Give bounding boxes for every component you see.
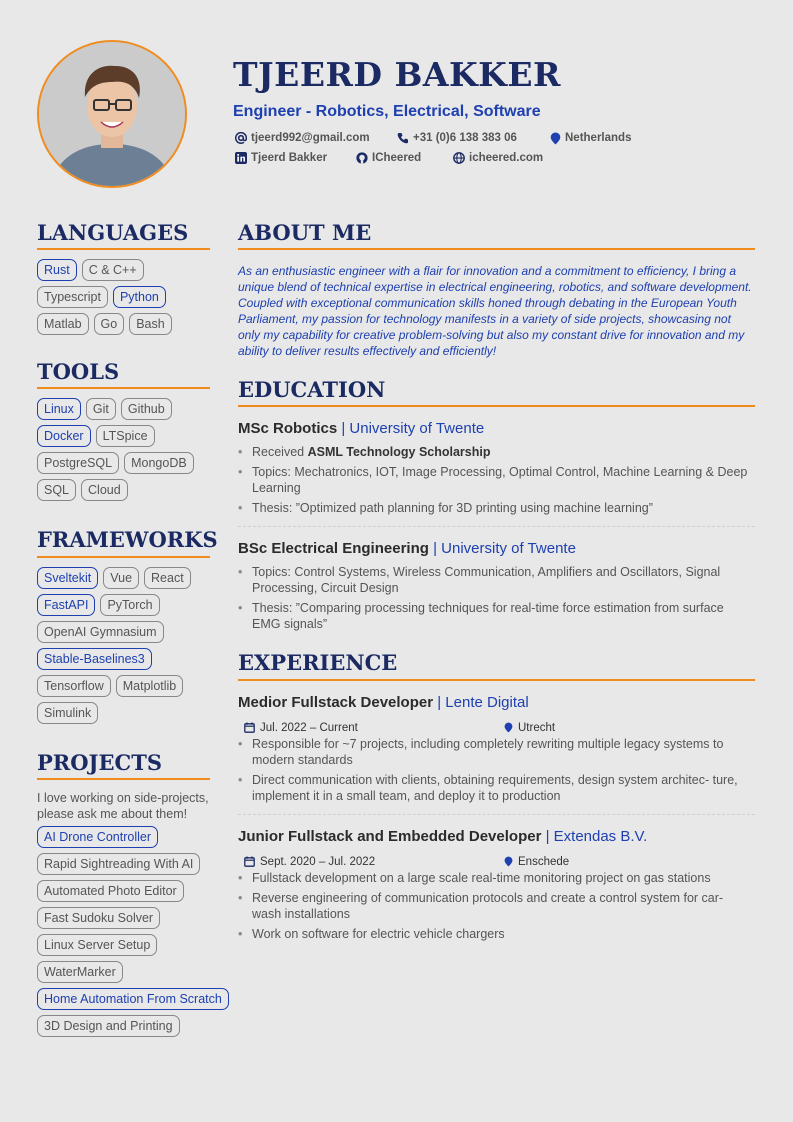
github-contact[interactable] xyxy=(356,152,453,164)
date-range xyxy=(238,856,504,868)
linkedin-icon xyxy=(235,152,247,164)
date-text: Jul. 2022 – Current xyxy=(260,721,358,734)
framework-tag: Tensorflow xyxy=(37,675,111,697)
tools-heading: TOOLS xyxy=(37,359,210,389)
institution-name: | University of Twente xyxy=(433,540,576,558)
github-icon xyxy=(356,152,368,164)
frameworks-heading: FRAMEWORKS xyxy=(37,527,210,557)
degree-name: MSc Robotics xyxy=(238,420,338,438)
about-heading: ABOUT ME xyxy=(238,220,755,250)
linkedin-contact[interactable] xyxy=(235,152,356,164)
project-tag: Linux Server Setup xyxy=(37,934,157,956)
role-name: Junior Fullstack and Embedded Developer xyxy=(238,827,542,845)
entry-divider xyxy=(238,814,755,815)
languages-tags xyxy=(37,259,210,335)
project-tag: WaterMarker xyxy=(37,961,123,983)
frameworks-tags xyxy=(37,567,210,724)
job-location xyxy=(504,856,569,868)
phone-contact[interactable] xyxy=(397,132,550,144)
language-tag: Rust xyxy=(37,259,77,281)
calendar-icon xyxy=(244,856,255,867)
globe-icon xyxy=(453,152,465,164)
tool-tag: Git xyxy=(86,398,116,420)
contact-info xyxy=(235,128,631,168)
education-heading: EDUCATION xyxy=(238,377,755,407)
frameworks-section xyxy=(37,527,218,723)
project-tag: Automated Photo Editor xyxy=(37,880,184,902)
education-list xyxy=(238,420,755,632)
framework-tag: Simulink xyxy=(37,702,98,724)
languages-heading: LANGUAGES xyxy=(37,220,210,250)
bullet-bold-text: ASML Technology Scholarship xyxy=(307,445,491,460)
project-tag: Rapid Sightreading With AI xyxy=(37,853,200,875)
job-location xyxy=(504,722,555,734)
location-text: Netherlands xyxy=(565,132,632,144)
bullet-item xyxy=(238,464,755,496)
projects-intro: I love working on side-projects, please ask me about them! xyxy=(37,790,209,821)
bullet-item xyxy=(238,564,755,596)
role-name: Medior Fullstack Developer xyxy=(238,693,434,711)
company-name: | Lente Digital xyxy=(437,693,529,711)
framework-tag: OpenAI Gymnasium xyxy=(37,621,164,643)
languages-section xyxy=(37,220,210,335)
linkedin-text: Tjeerd Bakker xyxy=(251,152,328,164)
calendar-icon xyxy=(244,722,255,733)
tools-tags xyxy=(37,398,210,501)
bullet-item: • Direct communication with clients, obtaining requirements, design system architec- ture, implement it in a small team, and deploy it to production xyxy=(238,772,755,804)
bullet-item: • Reverse engineering of communication protocols and create a control system for car- wash installations xyxy=(238,890,755,922)
location-contact xyxy=(550,132,631,145)
map-pin-icon xyxy=(504,722,513,733)
tool-tag: Cloud xyxy=(81,479,128,501)
company-name: | Extendas B.V. xyxy=(545,827,648,845)
entry-divider xyxy=(238,526,755,527)
bullet-text: Topics: Mechatronics, IOT, Image Processing, Optimal Control, Machine Learning & Deep Learning xyxy=(252,465,748,496)
education-bullets xyxy=(238,564,755,632)
education-entry-title xyxy=(238,420,755,437)
tool-tag: PostgreSQL xyxy=(37,452,119,474)
experience-bullets xyxy=(238,736,755,804)
project-tag: 3D Design and Printing xyxy=(37,1015,180,1037)
education-bullets xyxy=(238,444,755,516)
framework-tag: Matplotlib xyxy=(116,675,184,697)
bullet-item xyxy=(238,444,755,460)
bullet-item: • Fullstack development on a large scale real-time monitoring project on gas stations xyxy=(238,870,755,886)
at-icon xyxy=(235,132,247,144)
job-subtitle: Engineer - Robotics, Electrical, Software xyxy=(233,103,541,120)
framework-tag: PyTorch xyxy=(100,594,159,616)
date-text: Sept. 2020 – Jul. 2022 xyxy=(260,855,376,868)
bullet-item xyxy=(238,500,755,516)
experience-meta xyxy=(238,721,755,735)
tool-tag: Docker xyxy=(37,425,91,447)
email-text: tjeerd992@gmail.com xyxy=(251,132,370,144)
about-section xyxy=(238,220,755,359)
education-section xyxy=(238,377,755,632)
language-tag: Matlab xyxy=(37,313,89,335)
profile-photo xyxy=(37,40,187,188)
bullet-text: Topics: Control Systems, Wireless Communication, Amplifiers and Oscillators, Signal Processing, Circuit Design xyxy=(252,565,721,596)
website-text: icheered.com xyxy=(469,152,544,164)
education-entry-title xyxy=(238,540,755,557)
framework-tag: FastAPI xyxy=(37,594,95,616)
tool-tag: LTSpice xyxy=(96,425,155,447)
experience-entry-title xyxy=(238,828,755,845)
language-tag: Python xyxy=(113,286,166,308)
institution-name: | University of Twente xyxy=(341,420,485,438)
experience-meta xyxy=(238,855,755,869)
location-text: Enschede xyxy=(518,855,570,868)
language-tag: Bash xyxy=(129,313,172,335)
bullet-text: Thesis: ”Comparing processing techniques for real-time force estimation from surface EMG signals” xyxy=(252,601,724,632)
main-content xyxy=(238,220,755,946)
tool-tag: Github xyxy=(121,398,172,420)
bullet-item xyxy=(238,600,755,632)
tools-section xyxy=(37,359,210,501)
bullet-text: Thesis: ”Optimized path planning for 3D printing using machine learning” xyxy=(252,501,653,516)
project-tag: Home Automation From Scratch xyxy=(37,988,229,1010)
framework-tag: Vue xyxy=(103,567,139,589)
projects-heading: PROJECTS xyxy=(37,750,210,780)
framework-tag: React xyxy=(144,567,191,589)
experience-section xyxy=(238,650,755,941)
github-text: ICheered xyxy=(372,152,422,164)
phone-icon xyxy=(397,132,409,144)
framework-tag: Sveltekit xyxy=(37,567,98,589)
project-tag: Fast Sudoku Solver xyxy=(37,907,160,929)
person-name: TJEERD BAKKER xyxy=(233,55,561,94)
language-tag: Typescript xyxy=(37,286,108,308)
language-tag: Go xyxy=(94,313,125,335)
experience-list xyxy=(238,694,755,942)
framework-tag: Stable-Baselines3 xyxy=(37,648,152,670)
experience-bullets xyxy=(238,870,755,942)
map-pin-icon xyxy=(550,132,561,145)
tool-tag: SQL xyxy=(37,479,76,501)
sidebar xyxy=(37,220,222,1063)
degree-name: BSc Electrical Engineering xyxy=(238,540,429,558)
tool-tag: MongoDB xyxy=(124,452,194,474)
about-text: As an enthusiastic engineer with a flair for innovation and a commitment to efficiency, I bring a unique blend of technical expertise in electrical engineering, robotics, and software development. Coupled with exceptional communication skills honed through debating in the European Youth Parliament, my passion for technology manifests in a variety of side projects, showcasing not only my capability for creative problem-solving but also my constant drive for innovation and my ability to deliver results effectively and efficiently! xyxy=(238,264,752,359)
project-tag: AI Drone Controller xyxy=(37,826,158,848)
website-contact[interactable] xyxy=(453,152,543,164)
date-range xyxy=(238,722,504,734)
bullet-item: • Responsible for ~7 projects, including completely rewriting multiple legacy systems to modern standards xyxy=(238,736,755,768)
bullet-text: Received xyxy=(252,445,308,460)
phone-text: +31 (0)6 138 383 06 xyxy=(413,132,517,144)
experience-entry-title xyxy=(238,694,755,711)
experience-heading: EXPERIENCE xyxy=(238,650,755,680)
language-tag: C & C++ xyxy=(82,259,144,281)
location-text: Utrecht xyxy=(518,721,556,734)
email-contact[interactable] xyxy=(235,132,397,144)
map-pin-icon xyxy=(504,856,513,867)
projects-tags xyxy=(37,826,222,1037)
tool-tag: Linux xyxy=(37,398,81,420)
projects-section xyxy=(37,749,222,1037)
bullet-item: • Work on software for electric vehicle chargers xyxy=(238,926,755,942)
